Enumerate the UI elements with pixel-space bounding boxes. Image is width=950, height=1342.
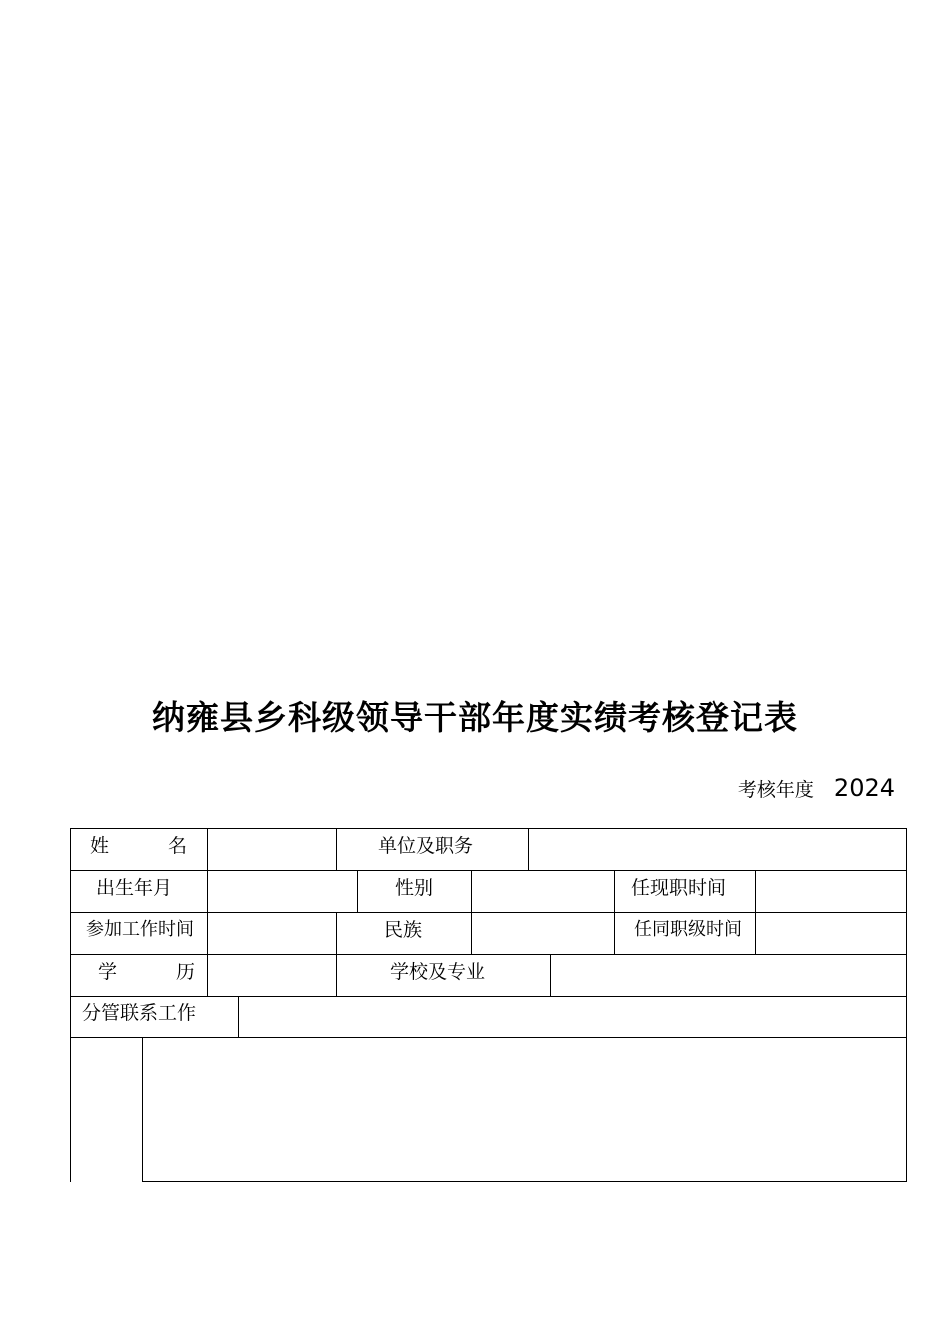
grid-line: [471, 912, 472, 954]
education-label-part1: 学: [98, 961, 118, 983]
page-title: 纳雍县乡科级领导干部年度实绩考核登记表: [152, 698, 798, 737]
birth-date-label: 出生年月: [96, 877, 173, 899]
grid-line: [238, 996, 239, 1037]
grid-line: [336, 912, 337, 954]
grid-line: [70, 1037, 907, 1038]
grid-line: [70, 912, 907, 913]
name-label-part2: 名: [168, 835, 188, 857]
grid-line: [550, 954, 551, 996]
assessment-year-row: [738, 772, 895, 804]
responsibilities-label: 分管联系工作: [82, 1002, 197, 1024]
grid-line: [70, 828, 907, 829]
grid-line: [755, 870, 756, 912]
grid-line: [207, 828, 208, 870]
grid-line: [614, 912, 615, 954]
grid-line: [336, 954, 337, 996]
current-post-time-label: 任现职时间: [631, 877, 727, 899]
grid-line: [357, 870, 358, 912]
grid-line: [207, 954, 208, 996]
grid-line: [70, 996, 907, 997]
grid-line: [614, 870, 615, 912]
grid-line: [70, 828, 71, 1182]
grid-line: [142, 1181, 907, 1182]
grid-line: [142, 1037, 143, 1182]
assessment-year-value: 2024: [833, 774, 895, 802]
registration-form-table: [70, 828, 907, 1182]
same-level-time-label: 任同职级时间: [634, 919, 742, 940]
grid-line: [471, 870, 472, 912]
unit-position-label: 单位及职务: [378, 835, 474, 857]
work-start-time-label: 参加工作时间: [86, 919, 194, 940]
grid-line: [906, 828, 907, 1182]
grid-line: [755, 912, 756, 954]
grid-line: [207, 912, 208, 954]
grid-line: [528, 828, 529, 870]
school-major-label: 学校及专业: [390, 961, 486, 983]
ethnicity-label: 民族: [384, 919, 423, 941]
grid-line: [70, 954, 907, 955]
grid-line: [70, 870, 907, 871]
gender-label: 性别: [395, 877, 434, 899]
education-label-part2: 历: [176, 961, 196, 983]
grid-line: [336, 828, 337, 870]
assessment-year-label: 考核年度: [737, 778, 814, 801]
grid-line: [207, 870, 208, 912]
name-label-part1: 姓: [90, 835, 110, 857]
